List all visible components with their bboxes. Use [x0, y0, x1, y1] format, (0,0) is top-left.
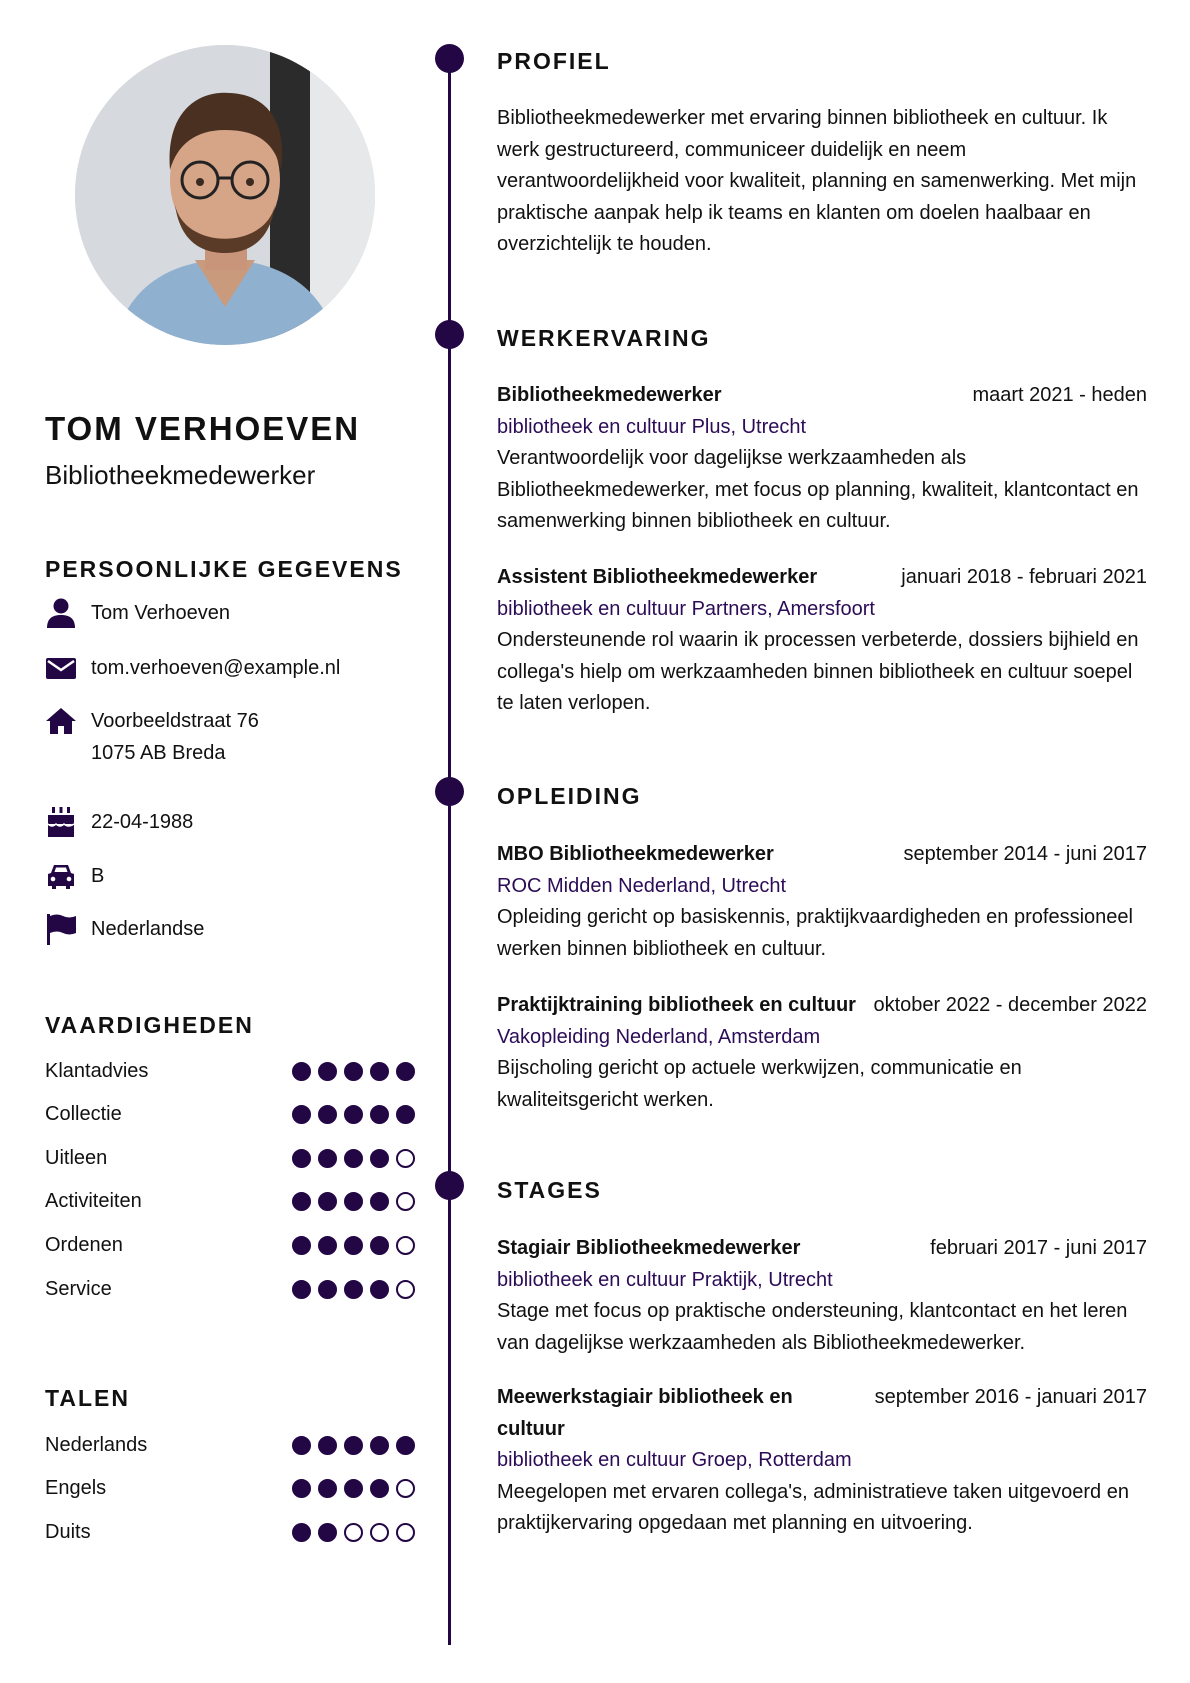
person-name: TOM VERHOEVEN — [45, 410, 361, 447]
rating-dot-filled — [292, 1062, 311, 1081]
rating-dot-filled — [344, 1479, 363, 1498]
languages-row — [45, 1474, 415, 1504]
entry-org: bibliotheek en cultuur Partners, Amersfoort — [497, 597, 875, 620]
entry-date: oktober 2022 - december 2022 — [873, 994, 1147, 1016]
rating-dot-filled — [318, 1105, 337, 1124]
rating-dot-filled — [370, 1479, 389, 1498]
education-entry — [497, 990, 1147, 1116]
entry-title: Meewerkstagiair bibliotheek en cultuur — [497, 1386, 793, 1440]
entry-org: bibliotheek en cultuur Groep, Rotterdam — [497, 1449, 852, 1471]
rating-dot-filled — [370, 1105, 389, 1124]
education-heading: OPLEIDING — [497, 783, 642, 809]
languages-label: Duits — [45, 1520, 91, 1543]
languages-rating — [292, 1479, 415, 1498]
personal-address-text — [91, 705, 259, 769]
rating-dot-filled — [292, 1479, 311, 1498]
timeline-line — [448, 55, 451, 1645]
entry-org: Vakopleiding Nederland, Amsterdam — [497, 1025, 821, 1048]
rating-dot-filled — [344, 1280, 363, 1299]
skills-rating — [292, 1280, 415, 1299]
personal-nationality-text: Nederlandse — [91, 918, 205, 940]
entry-date: maart 2021 - heden — [972, 384, 1147, 406]
languages-heading: TALEN — [45, 1385, 130, 1411]
entry-date: september 2014 - juni 2017 — [903, 843, 1147, 865]
languages-label: Nederlands — [45, 1433, 148, 1456]
entry-desc: Meegelopen met ervaren collega's, administratieve taken uitgevoerd en praktijkervaring opgedaan met planning en uitvoering. — [497, 1480, 1129, 1534]
personal-heading: PERSOONLIJKE GEGEVENS — [45, 556, 403, 582]
personal-item-name — [45, 597, 230, 629]
rating-dot-filled — [370, 1062, 389, 1081]
entry-desc: Verantwoordelijk voor dagelijkse werkzaamheden als Bibliotheekmedewerker, met focus op planning, kwaliteit, klantcontact en samenwerking binnen bibliotheek en cultuur. — [497, 447, 1139, 532]
internship-entry — [497, 1382, 1147, 1540]
car-icon — [45, 860, 77, 892]
entry-org: bibliotheek en cultuur Praktijk, Utrecht — [497, 1268, 833, 1291]
rating-dot-filled — [344, 1062, 363, 1081]
rating-dot-filled — [318, 1062, 337, 1081]
rating-dot-filled — [318, 1479, 337, 1498]
rating-dot-filled — [292, 1436, 311, 1455]
skills-row — [45, 1274, 415, 1304]
timeline-node-education — [435, 777, 464, 806]
skills-rating — [292, 1236, 415, 1255]
skills-row — [45, 1056, 415, 1086]
entry-desc: Bijscholing gericht op actuele werkwijzen, communicatie en kwaliteitsgericht werken. — [497, 1057, 1022, 1111]
rating-dot-empty — [396, 1280, 415, 1299]
entry-title: Assistent Bibliotheekmedewerker — [497, 566, 818, 588]
skills-rating — [292, 1149, 415, 1168]
rating-dot-empty — [370, 1523, 389, 1542]
skills-rating — [292, 1192, 415, 1211]
rating-dot-filled — [318, 1192, 337, 1211]
birthday-cake-icon — [45, 806, 77, 838]
profile-photo — [75, 45, 375, 345]
profile-text: Bibliotheekmedewerker met ervaring binnen bibliotheek en cultuur. Ik werk gestructureerd, communiceer duidelijk en neem verantwoordelijkheid voor kwaliteit, planning en samenwerking. Met mijn praktische aanpak help ik teams en klanten om doelen haalbaar en overzichtelijk te houden. — [497, 107, 1137, 255]
skills-label: Ordenen — [45, 1233, 123, 1256]
rating-dot-empty — [396, 1479, 415, 1498]
rating-dot-filled — [396, 1062, 415, 1081]
rating-dot-filled — [292, 1149, 311, 1168]
rating-dot-filled — [344, 1236, 363, 1255]
entry-desc: Opleiding gericht op basiskennis, praktijkvaardigheden en professioneel werken binnen bibliotheek en cultuur. — [497, 906, 1133, 960]
rating-dot-filled — [396, 1105, 415, 1124]
rating-dot-filled — [370, 1149, 389, 1168]
personal-item-nationality — [45, 913, 204, 945]
rating-dot-filled — [344, 1436, 363, 1455]
rating-dot-filled — [370, 1280, 389, 1299]
rating-dot-filled — [370, 1192, 389, 1211]
rating-dot-filled — [292, 1523, 311, 1542]
skills-label: Service — [45, 1277, 112, 1300]
rating-dot-filled — [318, 1149, 337, 1168]
experience-entry — [497, 380, 1147, 538]
entry-title: Praktijktraining bibliotheek en cultuur — [497, 994, 856, 1016]
entry-date: september 2016 - januari 2017 — [874, 1386, 1147, 1408]
education-entry — [497, 839, 1147, 965]
skills-label: Activiteiten — [45, 1190, 142, 1213]
skills-rating — [292, 1105, 415, 1124]
personal-item-email — [45, 652, 340, 684]
person-job-title: Bibliotheekmedewerker — [45, 460, 316, 490]
rating-dot-filled — [292, 1105, 311, 1124]
personal-name-text: Tom Verhoeven — [91, 602, 230, 624]
rating-dot-filled — [318, 1236, 337, 1255]
personal-item-address — [45, 705, 259, 769]
rating-dot-filled — [344, 1105, 363, 1124]
rating-dot-filled — [344, 1192, 363, 1211]
rating-dot-empty — [396, 1523, 415, 1542]
skills-label: Uitleen — [45, 1146, 108, 1169]
languages-rating — [292, 1523, 415, 1542]
rating-dot-filled — [318, 1523, 337, 1542]
personal-email-text: tom.verhoeven@example.nl — [91, 657, 341, 679]
personal-item-license — [45, 860, 104, 892]
entry-title: Stagiair Bibliotheekmedewerker — [497, 1237, 801, 1259]
entry-desc: Stage met focus op praktische ondersteuning, klantcontact en het leren van dagelijkse werkzaamheden als Bibliotheekmedewerker. — [497, 1300, 1128, 1354]
rating-dot-filled — [344, 1149, 363, 1168]
timeline-node-experience — [435, 320, 464, 349]
rating-dot-filled — [292, 1280, 311, 1299]
rating-dot-filled — [292, 1192, 311, 1211]
entry-title: MBO Bibliotheekmedewerker — [497, 843, 774, 865]
profile-heading: PROFIEL — [497, 48, 611, 74]
rating-dot-filled — [396, 1436, 415, 1455]
languages-label: Engels — [45, 1477, 107, 1500]
skills-label: Klantadvies — [45, 1059, 149, 1082]
rating-dot-filled — [318, 1280, 337, 1299]
languages-row — [45, 1517, 415, 1547]
rating-dot-filled — [370, 1236, 389, 1255]
languages-row — [45, 1430, 415, 1460]
entry-desc: Ondersteunende rol waarin ik processen verbeterde, dossiers bijhield en collega's hielp om werkzaamheden binnen bibliotheek en cultuur soepel te laten verlopen. — [497, 629, 1139, 714]
rating-dot-filled — [318, 1436, 337, 1455]
address-street: Voorbeeldstraat 76 — [91, 710, 259, 732]
rating-dot-empty — [396, 1149, 415, 1168]
experience-entry — [497, 562, 1147, 720]
rating-dot-empty — [344, 1523, 363, 1542]
timeline-node-profile — [435, 44, 464, 73]
rating-dot-empty — [396, 1192, 415, 1211]
internship-entry — [497, 1233, 1147, 1359]
skills-row — [45, 1230, 415, 1260]
skills-row — [45, 1187, 415, 1217]
personal-birthdate-text: 22-04-1988 — [91, 811, 194, 833]
internships-heading: STAGES — [497, 1177, 602, 1203]
entry-title: Bibliotheekmedewerker — [497, 384, 722, 406]
rating-dot-empty — [396, 1236, 415, 1255]
skills-rating — [292, 1062, 415, 1081]
personal-item-birthdate — [45, 806, 193, 838]
flag-icon — [45, 913, 77, 945]
skills-row — [45, 1100, 415, 1130]
skills-row — [45, 1143, 415, 1173]
timeline-node-internships — [435, 1171, 464, 1200]
address-city: 1075 AB Breda — [91, 742, 226, 764]
rating-dot-filled — [370, 1436, 389, 1455]
person-icon — [45, 597, 77, 629]
entry-org: ROC Midden Nederland, Utrecht — [497, 874, 787, 897]
entry-org: bibliotheek en cultuur Plus, Utrecht — [497, 415, 807, 438]
languages-rating — [292, 1436, 415, 1455]
skills-label: Collectie — [45, 1103, 122, 1126]
home-icon — [45, 705, 77, 737]
entry-date: januari 2018 - februari 2021 — [901, 566, 1147, 588]
experience-heading: WERKERVARING — [497, 325, 711, 351]
skills-heading: VAARDIGHEDEN — [45, 1012, 254, 1038]
rating-dot-filled — [292, 1236, 311, 1255]
envelope-icon — [45, 652, 77, 684]
personal-license-text: B — [91, 865, 105, 887]
entry-date: februari 2017 - juni 2017 — [930, 1237, 1147, 1259]
